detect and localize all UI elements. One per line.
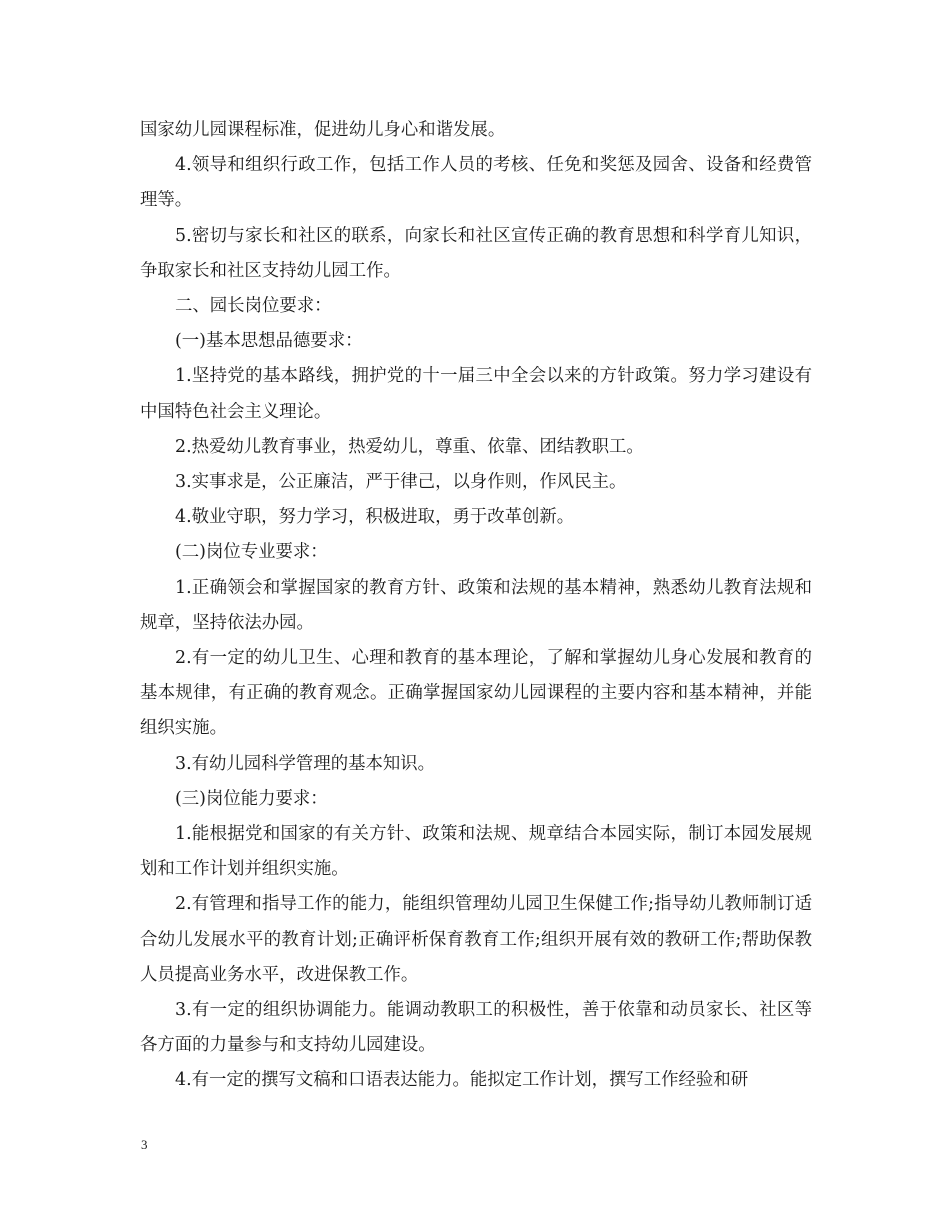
subsection-heading: (一)基本思想品德要求： (175, 331, 363, 352)
subsection-heading: (二)岗位专业要求： (175, 542, 328, 563)
section-heading: 二、园长岗位要求： (175, 296, 332, 317)
paragraph: 4.有一定的撰写文稿和口语表达能力。能拟定工作计划，撰写工作经验和研 (175, 1070, 749, 1091)
paragraph: 3.有幼儿园科学管理的基本知识。 (175, 753, 436, 774)
paragraph: 1.能根据党和国家的有关方针、政策和法规、规章结合本园实际，制订本园发展规划和工作计划并组织实施。 (140, 824, 812, 880)
page-number: 3 (141, 1137, 148, 1152)
paragraph: 4.领导和组织行政工作，包括工作人员的考核、任免和奖惩及园舍、设备和经费管理等。 (140, 155, 812, 211)
paragraph: 4.敬业守职，努力学习，积极进取，勇于改革创新。 (175, 507, 575, 528)
document-body (140, 113, 812, 1099)
paragraph: 2.热爱幼儿教育事业，热爱幼儿，尊重、依靠、团结教职工。 (175, 436, 644, 457)
paragraph: 3.实事求是，公正廉洁，严于律己，以身作则，作风民主。 (175, 472, 627, 493)
paragraph: 1.坚持党的基本路线，拥护党的十一届三中全会以来的方针政策。努力学习建设有中国特色社会主义理论。 (140, 366, 812, 422)
paragraph: 5.密切与家长和社区的联系，向家长和社区宣传正确的教育思想和科学育儿知识，争取家长和社区支持幼儿园工作。 (140, 225, 812, 281)
subsection-heading: (三)岗位能力要求： (175, 788, 328, 809)
paragraph: 1.正确领会和掌握国家的教育方针、政策和法规的基本精神，熟悉幼儿教育法规和规章，坚持依法办园。 (140, 577, 812, 633)
paragraph: 2.有管理和指导工作的能力，能组织管理幼儿园卫生保健工作;指导幼儿教师制订适合幼儿发展水平的教育计划;正确评析保育教育工作;组织开展有效的教研工作;帮助保教人员提高业务水平，改进保教工作。 (140, 894, 812, 985)
paragraph: 3.有一定的组织协调能力。能调动教职工的积极性，善于依靠和动员家长、社区等各方面的力量参与和支持幼儿园建设。 (140, 1000, 812, 1056)
paragraph: 国家幼儿园课程标准，促进幼儿身心和谐发展。 (140, 120, 506, 140)
paragraph: 2.有一定的幼儿卫生、心理和教育的基本理论，了解和掌握幼儿身心发展和教育的基本规律，有正确的教育观念。正确掌握国家幼儿园课程的主要内容和基本精神，并能组织实施。 (140, 648, 812, 739)
